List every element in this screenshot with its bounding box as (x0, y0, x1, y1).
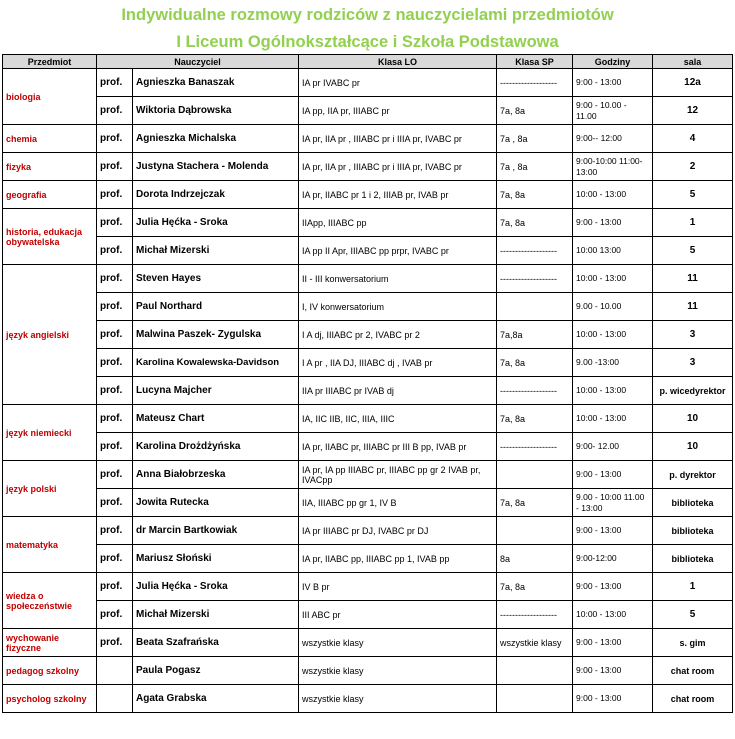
hours-cell: 9:00 - 13:00 (573, 629, 653, 657)
class-lo-cell: I A pr , IIA DJ, IIIABC dj , IVAB pr (299, 349, 497, 377)
room-cell: 1 (653, 573, 733, 601)
hours-cell: 9:00-12:00 (573, 545, 653, 573)
subject-cell: chemia (3, 125, 97, 153)
title-cell: prof. (97, 293, 133, 321)
class-sp-cell: 7a, 8a (497, 181, 573, 209)
class-lo-cell: IA pr, IIA pr , IIIABC pr i IIIA pr, IVABC pr (299, 153, 497, 181)
table-row (3, 153, 733, 181)
hours-cell: 9:00 - 13:00 (573, 69, 653, 97)
room-cell: 4 (653, 125, 733, 153)
hours-cell: 9:00-10:00 11:00-13:00 (573, 153, 653, 181)
subject-cell: biologia (3, 69, 97, 125)
title-cell: prof. (97, 321, 133, 349)
hours-cell: 10:00 - 13:00 (573, 321, 653, 349)
room-cell: 3 (653, 321, 733, 349)
title-cell: prof. (97, 97, 133, 125)
class-sp-cell: 7a, 8a (497, 97, 573, 125)
class-sp-cell: 7a, 8a (497, 349, 573, 377)
teacher-name: dr Marcin Bartkowiak (133, 517, 299, 545)
hours-cell: 9:00 - 13:00 (573, 209, 653, 237)
room-cell: 12a (653, 69, 733, 97)
title-cell: prof. (97, 69, 133, 97)
class-lo-cell: IA pr, IA pp IIIABC pr, IIIABC pp gr 2 IVAB pr, IVACpp (299, 461, 497, 489)
hours-cell: 10:00 - 13:00 (573, 265, 653, 293)
title-cell: prof. (97, 517, 133, 545)
title-cell: prof. (97, 377, 133, 405)
class-sp-cell (497, 461, 573, 489)
class-lo-cell: III ABC pr (299, 601, 497, 629)
class-sp-cell: ------------------- (497, 69, 573, 97)
class-lo-cell: IA pp, IIA pr, IIIABC pr (299, 97, 497, 125)
title-cell: prof. (97, 181, 133, 209)
table-row (3, 125, 733, 153)
title-cell: prof. (97, 489, 133, 517)
hours-cell: 9.00 -13:00 (573, 349, 653, 377)
table-row (3, 97, 733, 125)
room-cell: 12 (653, 97, 733, 125)
table-row (3, 377, 733, 405)
teacher-name: Karolina Drożdżyńska (133, 433, 299, 461)
hours-cell: 10:00 - 13:00 (573, 377, 653, 405)
subject-cell: psycholog szkolny (3, 685, 97, 713)
class-lo-cell: wszystkie klasy (299, 629, 497, 657)
header-teacher: Nauczyciel (97, 55, 299, 69)
table-row (3, 321, 733, 349)
room-cell: 10 (653, 405, 733, 433)
class-sp-cell: ------------------- (497, 265, 573, 293)
hours-cell: 9:00-- 12:00 (573, 125, 653, 153)
hours-cell: 10:00 13:00 (573, 237, 653, 265)
room-cell: chat room (653, 657, 733, 685)
header-row (3, 55, 733, 69)
title-cell: prof. (97, 209, 133, 237)
hours-cell: 9:00- 12.00 (573, 433, 653, 461)
class-sp-cell: ------------------- (497, 433, 573, 461)
hours-cell: 9.00 - 10.00 (573, 293, 653, 321)
subject-cell: wychowanie fizyczne (3, 629, 97, 657)
header-room: sala (653, 55, 733, 69)
title-cell: prof. (97, 433, 133, 461)
table-row (3, 657, 733, 685)
room-cell: 3 (653, 349, 733, 377)
class-lo-cell: IIA, IIIABC pp gr 1, IV B (299, 489, 497, 517)
teacher-name: Michał Mizerski (133, 237, 299, 265)
teacher-name: Paula Pogasz (133, 657, 299, 685)
title-cell: prof. (97, 349, 133, 377)
table-row (3, 629, 733, 657)
subject-cell: wiedza o społeczeństwie (3, 573, 97, 629)
title-cell: prof. (97, 153, 133, 181)
room-cell: 11 (653, 265, 733, 293)
teacher-name: Steven Hayes (133, 265, 299, 293)
class-lo-cell: wszystkie klasy (299, 657, 497, 685)
class-lo-cell: IA pp II Apr, IIIABC pp prpr, IVABC pr (299, 237, 497, 265)
class-lo-cell: IA pr, IIA pr , IIIABC pr i IIIA pr, IVABC pr (299, 125, 497, 153)
room-cell: chat room (653, 685, 733, 713)
subject-cell: język polski (3, 461, 97, 517)
room-cell: p. wicedyrektor (653, 377, 733, 405)
class-lo-cell: IA pr IIIABC pr DJ, IVABC pr DJ (299, 517, 497, 545)
room-cell: s. gim (653, 629, 733, 657)
title-cell: prof. (97, 461, 133, 489)
teacher-name: Julia Hęćka - Sroka (133, 573, 299, 601)
table-row (3, 293, 733, 321)
table-row (3, 545, 733, 573)
room-cell: 5 (653, 181, 733, 209)
hours-cell: 10:00 - 13:00 (573, 181, 653, 209)
teacher-name: Julia Hęćka - Sroka (133, 209, 299, 237)
hours-cell: 10:00 - 13:00 (573, 405, 653, 433)
page-title: Indywidualne rozmowy rodziców z nauczycielami przedmiotów (121, 6, 614, 24)
class-lo-cell: I, IV konwersatorium (299, 293, 497, 321)
room-cell: 1 (653, 209, 733, 237)
table-row (3, 461, 733, 489)
hours-cell: 9:00 - 13:00 (573, 517, 653, 545)
table-row (3, 517, 733, 545)
room-cell: 10 (653, 433, 733, 461)
subject-cell: historia, edukacja obywatelska (3, 209, 97, 265)
teacher-name: Mateusz Chart (133, 405, 299, 433)
class-sp-cell: 7a, 8a (497, 209, 573, 237)
table-row (3, 685, 733, 713)
class-lo-cell: IA pr, IIABC pp, IIIABC pp 1, IVAB pp (299, 545, 497, 573)
room-cell: p. dyrektor (653, 461, 733, 489)
class-lo-cell: wszystkie klasy (299, 685, 497, 713)
class-sp-cell (497, 685, 573, 713)
class-lo-cell: IA pr, IIABC pr 1 i 2, IIIAB pr, IVAB pr (299, 181, 497, 209)
title-cell: prof. (97, 405, 133, 433)
table-row (3, 181, 733, 209)
class-lo-cell: IIApp, IIIABC pp (299, 209, 497, 237)
class-sp-cell: ------------------- (497, 377, 573, 405)
table-row (3, 209, 733, 237)
title-cell (97, 657, 133, 685)
room-cell: 11 (653, 293, 733, 321)
subject-cell: geografia (3, 181, 97, 209)
subject-cell: pedagog szkolny (3, 657, 97, 685)
table-row (3, 69, 733, 97)
subject-cell: matematyka (3, 517, 97, 573)
table-row (3, 349, 733, 377)
subject-cell: fizyka (3, 153, 97, 181)
subject-cell: język angielski (3, 265, 97, 405)
teacher-name: Justyna Stachera - Molenda (133, 153, 299, 181)
room-cell: 2 (653, 153, 733, 181)
class-sp-cell: ------------------- (497, 601, 573, 629)
room-cell: 5 (653, 601, 733, 629)
title-cell: prof. (97, 125, 133, 153)
title-cell: prof. (97, 237, 133, 265)
class-sp-cell: 7a, 8a (497, 405, 573, 433)
class-lo-cell: IIA pr IIIABC pr IVAB dj (299, 377, 497, 405)
page-subtitle: I Liceum Ogólnokształcące i Szkoła Podstawowa (176, 33, 559, 51)
teacher-name: Dorota Indrzejczak (133, 181, 299, 209)
title-cell: prof. (97, 629, 133, 657)
hours-cell: 9:00 - 13:00 (573, 573, 653, 601)
class-sp-cell (497, 517, 573, 545)
table-row (3, 405, 733, 433)
class-sp-cell: 7a, 8a (497, 489, 573, 517)
class-sp-cell: 7a,8a (497, 321, 573, 349)
class-lo-cell: IA pr IVABC pr (299, 69, 497, 97)
room-cell: biblioteka (653, 517, 733, 545)
class-lo-cell: IA, IIC IIB, IIC, IIIA, IIIC (299, 405, 497, 433)
room-cell: biblioteka (653, 545, 733, 573)
hours-cell: 9:00 - 13:00 (573, 657, 653, 685)
class-sp-cell: 8a (497, 545, 573, 573)
room-cell: 5 (653, 237, 733, 265)
header-hours: Godziny (573, 55, 653, 69)
title-cell: prof. (97, 601, 133, 629)
teacher-name: Agnieszka Michalska (133, 125, 299, 153)
class-sp-cell: wszystkie klasy (497, 629, 573, 657)
teacher-name: Wiktoria Dąbrowska (133, 97, 299, 125)
class-sp-cell (497, 293, 573, 321)
hours-cell: 9:00 - 13:00 (573, 461, 653, 489)
class-sp-cell: ------------------- (497, 237, 573, 265)
hours-cell: 9:00 - 13:00 (573, 685, 653, 713)
teacher-name: Karolina Kowalewska-Davidson (133, 349, 299, 377)
class-sp-cell (497, 657, 573, 685)
table-row (3, 265, 733, 293)
table-row (3, 573, 733, 601)
table-row (3, 433, 733, 461)
teacher-name: Michał Mizerski (133, 601, 299, 629)
table-row (3, 601, 733, 629)
class-sp-cell: 7a , 8a (497, 125, 573, 153)
header-subject: Przedmiot (3, 55, 97, 69)
teacher-name: Paul Northard (133, 293, 299, 321)
header-class-sp: Klasa SP (497, 55, 573, 69)
table-row (3, 237, 733, 265)
class-lo-cell: IA pr, IIABC pr, IIIABC pr III B pp, IVAB pr (299, 433, 497, 461)
header-class-lo: Klasa LO (299, 55, 497, 69)
title-cell: prof. (97, 545, 133, 573)
teacher-name: Beata Szafrańska (133, 629, 299, 657)
title-cell: prof. (97, 265, 133, 293)
teacher-name: Anna Białobrzeska (133, 461, 299, 489)
teacher-name: Agnieszka Banaszak (133, 69, 299, 97)
teacher-name: Mariusz Słoński (133, 545, 299, 573)
title-cell (97, 685, 133, 713)
class-lo-cell: II - III konwersatorium (299, 265, 497, 293)
class-lo-cell: IV B pr (299, 573, 497, 601)
class-sp-cell: 7a, 8a (497, 573, 573, 601)
hours-cell: 9.00 - 10:00 11.00 - 13:00 (573, 489, 653, 517)
hours-cell: 9:00 - 10.00 - 11.00 (573, 97, 653, 125)
table-row (3, 489, 733, 517)
schedule-table (2, 54, 733, 713)
hours-cell: 10:00 - 13:00 (573, 601, 653, 629)
teacher-name: Agata Grabska (133, 685, 299, 713)
teacher-name: Lucyna Majcher (133, 377, 299, 405)
class-lo-cell: I A dj, IIIABC pr 2, IVABC pr 2 (299, 321, 497, 349)
teacher-name: Jowita Rutecka (133, 489, 299, 517)
title-cell: prof. (97, 573, 133, 601)
teacher-name: Malwina Paszek- Zygulska (133, 321, 299, 349)
subject-cell: język niemiecki (3, 405, 97, 461)
room-cell: biblioteka (653, 489, 733, 517)
class-sp-cell: 7a , 8a (497, 153, 573, 181)
